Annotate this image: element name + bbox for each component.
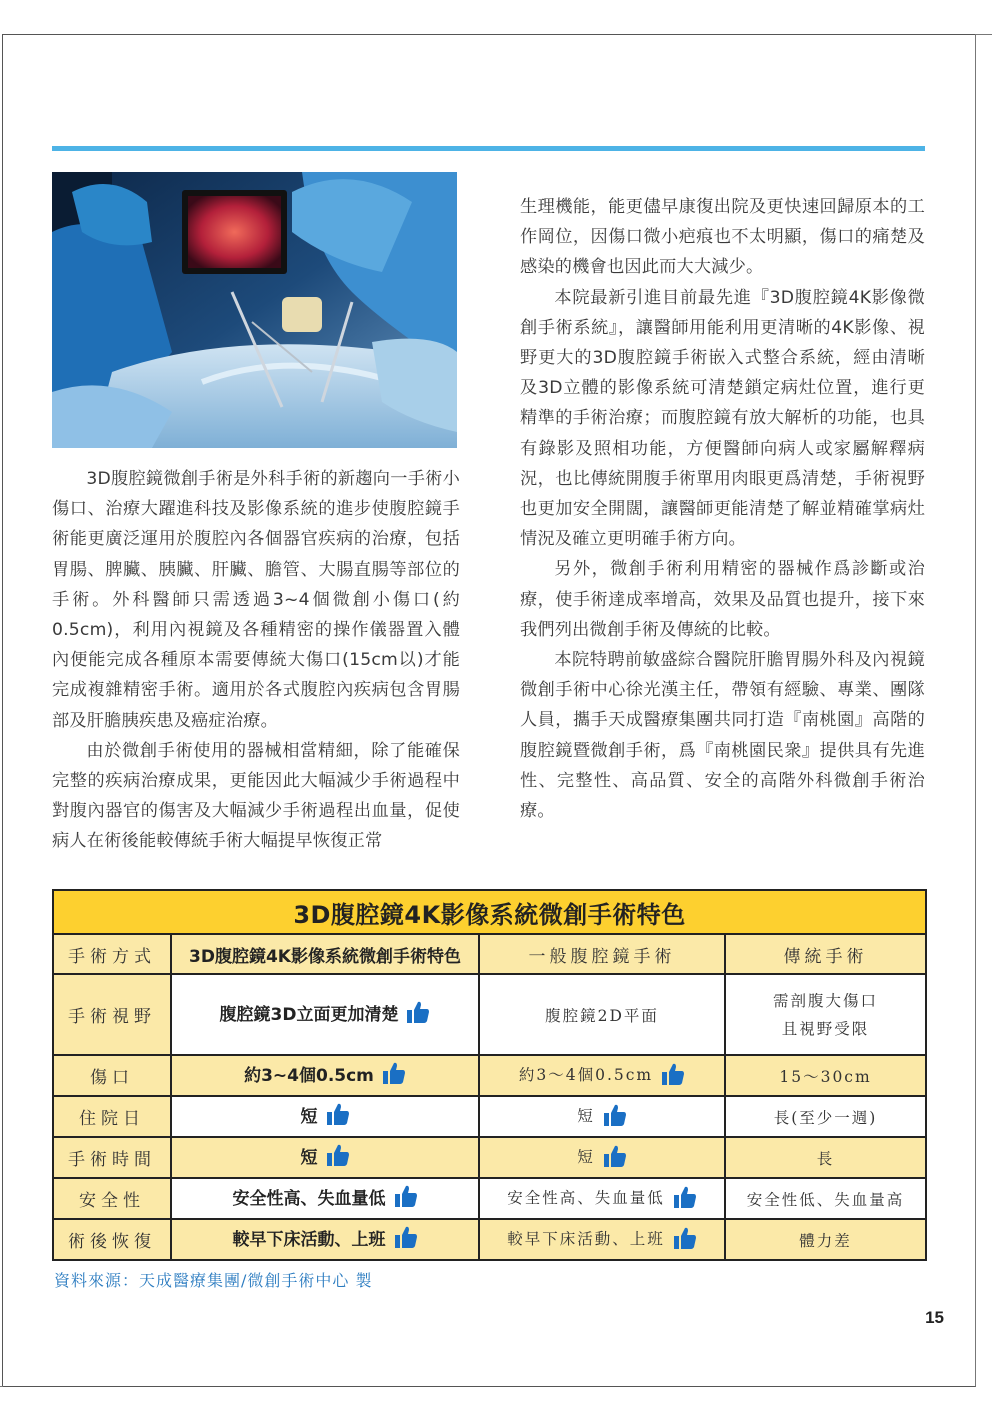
table-cell <box>171 1178 479 1219</box>
cell-text: 需剖腹大傷口 <box>773 991 879 1010</box>
source-credit: 資料來源：天成醫療集團/微創手術中心 製 <box>54 1271 373 1290</box>
table-cell <box>171 1219 479 1260</box>
top-accent-rule <box>52 146 925 151</box>
thumbs-up-icon <box>603 1144 627 1172</box>
cell-text: 短 <box>577 1147 595 1166</box>
right-text-column <box>520 192 925 826</box>
table-row <box>53 1096 926 1137</box>
cell-text: 安全性高、失血量低 <box>232 1188 386 1209</box>
table-title: 3D腹腔鏡4K影像系統微創手術特色 <box>53 890 926 934</box>
table-cell <box>171 1055 479 1096</box>
table-cell: 15～30cm <box>725 1055 926 1096</box>
table-cell: 長 <box>725 1137 926 1178</box>
row-label: 傷口 <box>53 1055 171 1096</box>
left-text-column <box>52 464 460 857</box>
surgery-photo <box>52 172 457 448</box>
table-cell <box>479 1055 725 1096</box>
corner-line <box>0 1386 3 1387</box>
table-cell <box>171 1137 479 1178</box>
thumbs-up-icon <box>382 1061 406 1090</box>
paragraph: 本院最新引進目前最先進『3D腹腔鏡4K影像微創手術系統』，讓醫師用能利用更清晰的4K影像、視野更大的3D腹腔鏡手術嵌入式整合系統，經由清晰及3D立體的影像系統可清楚鎖定病灶位置，進行更精準的手術治療；而腹腔鏡有放大解析的功能，也具有錄影及照相功能，方便醫師向病人或家屬解釋病況，也比傳統開腹手術單用肉眼更爲清楚，手術視野也更加安全開闊，讓醫師更能清楚了解並精確掌病灶情況及確立更明確手術方向。 <box>520 287 925 550</box>
table-cell <box>171 974 479 1055</box>
table-header-row <box>53 934 926 974</box>
table-header-cell: 一般腹腔鏡手術 <box>479 934 725 974</box>
cell-text: 短 <box>300 1147 318 1168</box>
table-cell: 體力差 <box>725 1219 926 1260</box>
cell-text: 較早下床活動、上班 <box>507 1229 665 1248</box>
table-row <box>53 1055 926 1096</box>
table-row <box>53 1219 926 1260</box>
table-title-row <box>53 890 926 934</box>
table-header-cell: 傳統手術 <box>725 934 926 974</box>
thumbs-up-icon <box>673 1185 697 1213</box>
paragraph: 本院特聘前敏盛綜合醫院肝膽胃腸外科及內視鏡微創手術中心徐光漢主任，帶領有經驗、專業、團隊人員，攜手天成醫療集團共同打造『南桃園』高階的腹腔鏡暨微創手術，爲『南桃園民衆』提供具有先進性、完整性、高品質、安全的高階外科微創手術治療。 <box>520 650 925 822</box>
corner-line <box>975 34 992 35</box>
thumbs-up-icon <box>661 1062 685 1090</box>
row-label: 手術視野 <box>53 974 171 1055</box>
page-number: 15 <box>925 1308 944 1327</box>
table-cell: 安全性低、失血量高 <box>725 1178 926 1219</box>
table-header-cell: 手術方式 <box>53 934 171 974</box>
thumbs-up-icon <box>394 1225 418 1254</box>
row-label: 術後恢復 <box>53 1219 171 1260</box>
table-cell: 腹腔鏡2D平面 <box>479 974 725 1055</box>
table-row <box>53 1137 926 1178</box>
thumbs-up-icon <box>326 1143 350 1172</box>
row-label: 安全性 <box>53 1178 171 1219</box>
cell-text: 較早下床活動、上班 <box>232 1229 386 1250</box>
row-label: 手術時間 <box>53 1137 171 1178</box>
comparison-table <box>52 889 927 1261</box>
table-cell: 長(至少一週) <box>725 1096 926 1137</box>
table-cell <box>725 974 926 1055</box>
table-cell <box>479 1219 725 1260</box>
table-cell <box>479 1178 725 1219</box>
row-label: 住院日 <box>53 1096 171 1137</box>
paragraph: 另外，微創手術利用精密的器械作爲診斷或治療，使手術達成率增高，效果及品質也提升，接下來我們列出微創手術及傳統的比較。 <box>520 559 925 640</box>
table-cell <box>479 1137 725 1178</box>
paragraph: 生理機能，能更儘早康復出院及更快速回歸原本的工作岡位，因傷口微小疤痕也不太明顯，傷口的痛楚及感染的機會也因此而大大減少。 <box>520 197 925 278</box>
table-cell <box>171 1096 479 1137</box>
thumbs-up-icon <box>326 1102 350 1131</box>
thumbs-up-icon <box>603 1103 627 1131</box>
paragraph: 3D腹腔鏡微創手術是外科手術的新趨向一手術小傷口、治療大躍進科技及影像系統的進步使腹腔鏡手術能更廣泛運用於腹腔內各個器官疾病的治療，包括胃腸、脾臟、胰臟、肝臟、膽管、大腸直腸等部位的手術。外科醫師只需透過3~4個微創小傷口(約0.5cm)，利用內視鏡及各種精密的操作儀器置入體內便能完成各種原本需要傳統大傷口(15cm以)才能完成複雜精密手術。適用於各式腹腔內疾病包含胃腸部及肝膽胰疾患及癌症治療。 <box>52 469 460 731</box>
thumbs-up-icon <box>394 1184 418 1213</box>
table-header-cell: 3D腹腔鏡4K影像系統微創手術特色 <box>171 934 479 974</box>
cell-text: 安全性高、失血量低 <box>507 1188 665 1207</box>
table-cell <box>479 1096 725 1137</box>
cell-text: 約3~4個0.5cm <box>244 1065 374 1086</box>
cell-text: 短 <box>577 1106 595 1125</box>
thumbs-up-icon <box>673 1226 697 1254</box>
table-row <box>53 974 926 1055</box>
cell-text: 且視野受限 <box>781 1019 870 1038</box>
cell-text: 短 <box>300 1106 318 1127</box>
cell-text: 約3～4個0.5cm <box>518 1065 654 1084</box>
thumbs-up-icon <box>406 1000 430 1029</box>
paragraph: 由於微創手術使用的器械相當精細，除了能確保完整的疾病治療成果，更能因此大幅減少手術過程中對腹內器官的傷害及大幅減少手術過程出血量，促使病人在術後能較傳統手術大幅提早恢復正常 <box>52 740 460 852</box>
table-row <box>53 1178 926 1219</box>
cell-text: 腹腔鏡3D立面更加清楚 <box>219 1004 399 1025</box>
